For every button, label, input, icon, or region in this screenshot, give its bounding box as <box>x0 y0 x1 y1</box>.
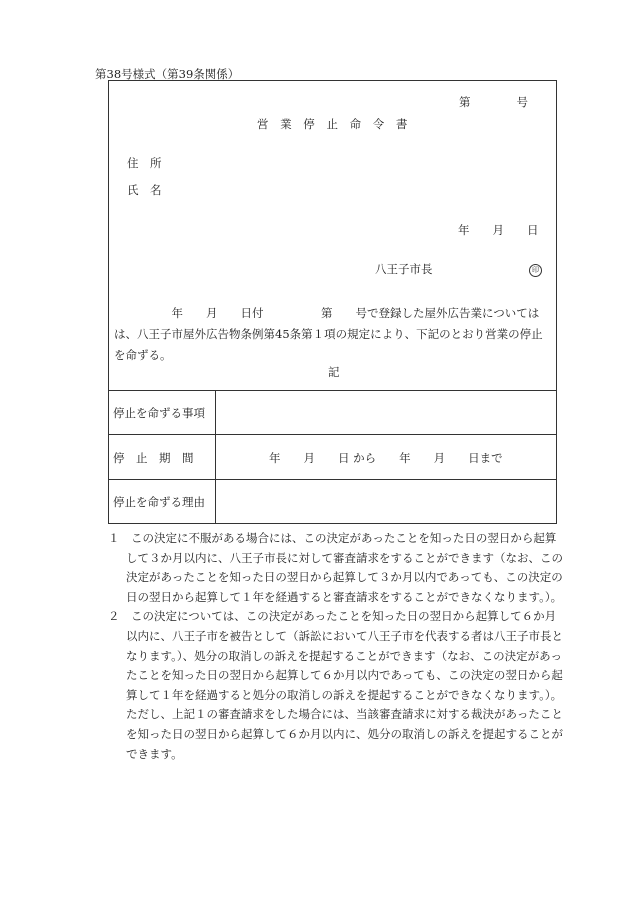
body-line: 年 月 日付 第 号で登録した屋外広告業については <box>114 306 540 320</box>
row-period-value: 年 月 日 から 年 月 日まで <box>269 451 503 465</box>
order-body <box>114 303 552 366</box>
note-1-line: して３か月以内に、八王子市長に対して審査請求をすることができます（なお、この <box>126 550 563 565</box>
address-label: 住 所 <box>127 156 162 170</box>
seal-mark <box>529 261 542 277</box>
row-reason-label: 停止を命ずる理由 <box>113 495 205 509</box>
table-row-divider <box>109 479 556 480</box>
note-2-line: ただし、上記１の審査請求をした場合には、当該審査請求に対する裁決があったこと <box>126 707 563 722</box>
issue-date: 年 月 日 <box>458 223 539 237</box>
document-number: 第 号 <box>459 95 528 109</box>
table-row-divider <box>109 434 556 435</box>
note-1-line: 日の翌日から起算して１年を経過すると審査請求をすることができなくなります。）。 <box>126 589 563 604</box>
document-title: 営 業 停 止 命 令 書 <box>257 117 412 131</box>
note-2-line: を知った日の翌日から起算して６か月以内に、処分の取消しの訴えを提起することが <box>126 726 563 741</box>
note-2-line: ２ この決定については、この決定があったことを知った日の翌日から起算して６か月 <box>108 609 557 624</box>
note-2-line: 算して１年を経過すると処分の取消しの訴えを提起することができなくなります。）。 <box>126 687 563 702</box>
form-label: 第38号様式（第39条関係） <box>95 67 240 81</box>
body-line: を命ずる。 <box>114 348 172 362</box>
note-2-line: たことを知った日の翌日から起算して６か月以内であっても、この決定の翌日から起 <box>126 668 563 683</box>
issuer-name: 八王子市長 <box>375 262 433 276</box>
body-line: は、八王子市屋外広告物条例第45条第１項の規定により、下記のとおり営業の停止 <box>114 327 543 341</box>
note-2-line: できます。 <box>126 746 183 761</box>
note-2-line: なります。）、処分の取消しの訴えを提起することができます（なお、この決定があっ <box>126 648 562 663</box>
note-1-line: 決定があったことを知った日の翌日から起算して３か月以内であっても、この決定の <box>126 570 563 585</box>
table-column-divider <box>215 391 216 524</box>
name-label: 氏 名 <box>127 183 162 197</box>
row-matter-label: 停止を命ずる事項 <box>113 406 205 420</box>
ki-heading: 記 <box>328 365 340 379</box>
table-top-divider <box>109 390 556 391</box>
order-form-frame <box>108 80 557 524</box>
note-1-line: １ この決定に不服がある場合には、この決定があったことを知った日の翌日から起算 <box>108 531 557 545</box>
note-2-line: 以内に、八王子市を被告として（訴訟において八王子市を代表する者は八王子市長と <box>126 628 563 643</box>
seal-icon: 印 <box>529 264 542 277</box>
notes-section <box>108 529 574 764</box>
row-period-label: 停 止 期 間 <box>113 451 194 465</box>
